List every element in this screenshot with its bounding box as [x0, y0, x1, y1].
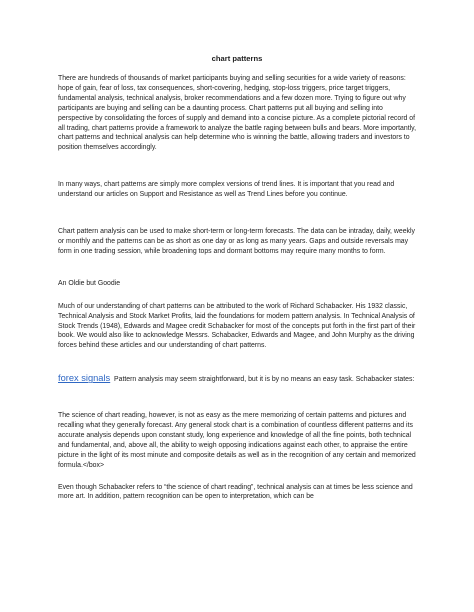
paragraph-trend-lines: In many ways, chart patterns are simply more complex versions of trend lines. It is important that you read and understand our articles on Support and Resistance as well as Trend Lines before you continue.	[58, 181, 395, 199]
forex-signals-link[interactable]: forex signals	[58, 373, 111, 384]
page-title: chart patterns	[211, 54, 263, 63]
paragraph-schabacker: Much of our understanding of chart patterns can be attributed to the work of Richard Schabacker. His 1932 classic, Technical Analysis and Stock Market Profits, laid the foundations for modern pattern analysis. In Technical Analysis of Stock Trends (1948), Edwards and Magee credit Schabacker for most of the concepts put forth in the first part of their book. We would also like to acknowledge Messrs. Schabacker, Edwards and Magee, and John Murphy as the driving forces behind these articles and our understanding of chart patterns.	[58, 302, 416, 350]
paragraph-link-line	[58, 374, 416, 385]
paragraph-forecasts: Chart pattern analysis can be used to make short-term or long-term forecasts. The data can be intraday, daily, weekly or monthly and the patterns can be as short as one day or as long as many years. Gaps and outside reversals may form in one trading session, while broadening tops and dormant bottoms may require many months to form.	[58, 228, 415, 255]
paragraph-intro: There are hundreds of thousands of market participants buying and selling securities for a wide variety of reasons: hope of gain, fear of loss, tax consequences, short-covering, hedging, stop-loss triggers, price target triggers, fundamental analysis, technical analysis, broker recommendations and a few dozen more. Trying to figure out why participants are buying and selling can be a daunting process. Chart patterns put all buying and selling into perspective by consolidating the forces of supply and demand into a concise picture. As a complete pictorial record of all trading, chart patterns provide a framework to analyze the battle raging between bulls and bears. More importantly, chart patterns and technical analysis can help determine who is winning the battle, allowing traders and investors to position themselves accordingly.	[58, 75, 416, 152]
paragraph-pattern-analysis: Pattern analysis may seem straightforward, but it is by no means an easy task. Schabacker states:	[114, 376, 415, 384]
paragraph-quote: The science of chart reading, however, is not as easy as the mere memorizing of certain patterns and pictures and recalling what they generally forecast. Any general stock chart is a combination of countless different patterns and its accurate analysis depends upon constant study, long experience and knowledge of all the fine points, both technical and fundamental, and, above all, the ability to weigh opposing indications against each other, to appraise the entire picture in the light of its most minute and composite details as well as in the recognition of any certain and memorized formula.</box>	[58, 412, 416, 469]
section-heading: An Oldie but Goodie	[58, 279, 121, 287]
paragraph-science-art: Even though Schabacker refers to “the science of chart reading”, technical analysis can at times be less science and more art. In addition, pattern recognition can be open to interpretation, which can be	[58, 483, 413, 501]
